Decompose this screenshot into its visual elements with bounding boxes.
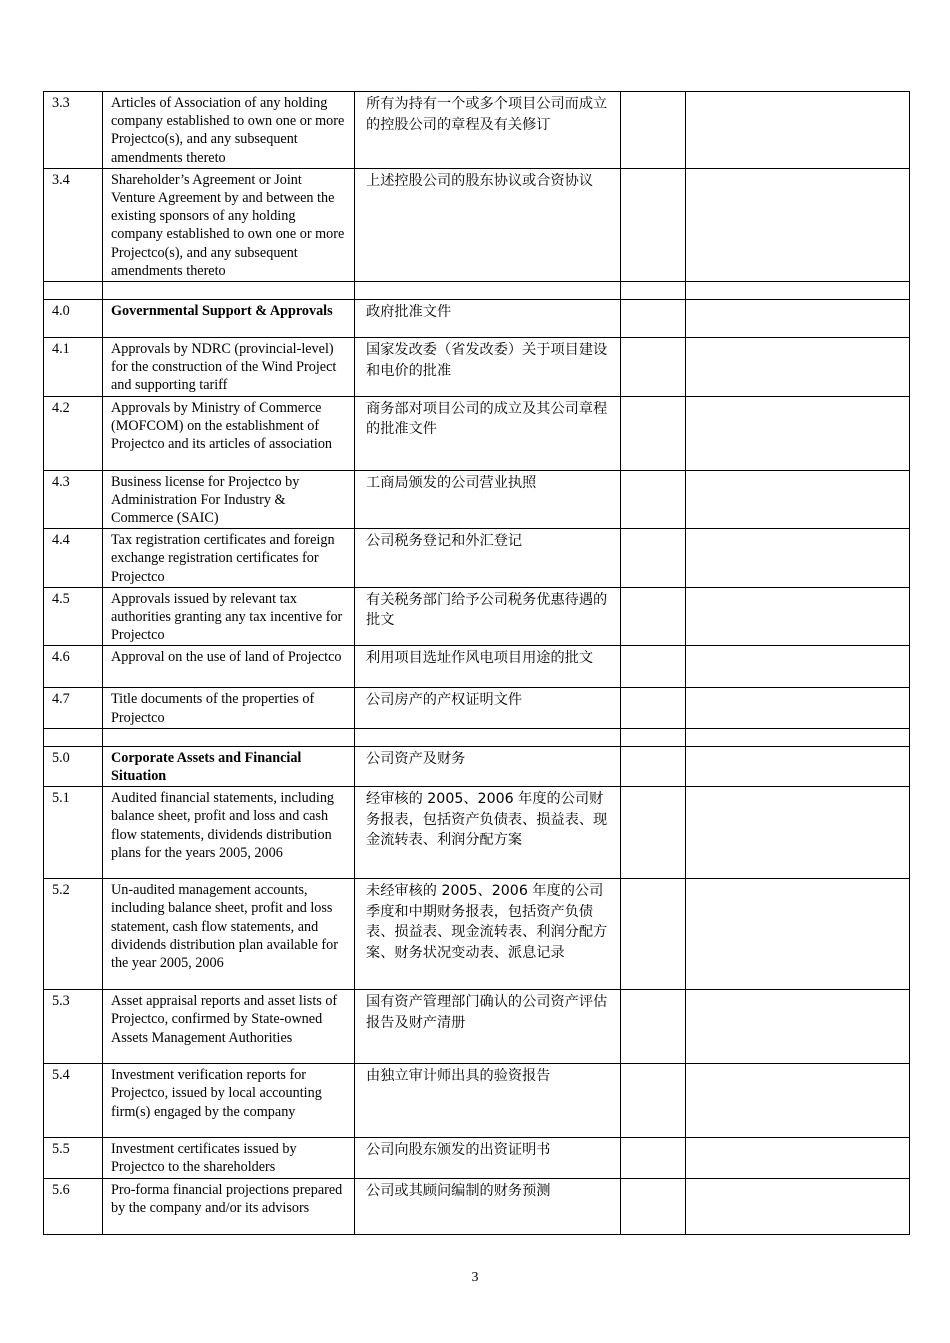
blank-cell (686, 990, 910, 1064)
blank-cell (621, 1138, 686, 1178)
blank-cell (621, 1064, 686, 1138)
blank-cell (686, 470, 910, 529)
blank-cell (621, 338, 686, 397)
item-description-zh: 公司房产的产权证明文件 (355, 688, 621, 728)
blank-cell (621, 168, 686, 281)
blank-cell (686, 1064, 910, 1138)
item-number: 4.7 (44, 688, 103, 728)
item-description-zh: 国有资产管理部门确认的公司资产评估报告及财产清册 (355, 990, 621, 1064)
item-description-en: Approvals issued by relevant tax authorities granting any tax incentive for Projectco (103, 587, 355, 646)
section-title-en: Corporate Assets and Financial Situation (103, 746, 355, 786)
blank-cell (686, 1138, 910, 1178)
blank-cell (686, 787, 910, 879)
item-description-en: Pro-forma financial projections prepared by the company and/or its advisors (103, 1178, 355, 1234)
blank-cell (621, 92, 686, 169)
blank-cell (621, 646, 686, 688)
blank-cell (621, 1178, 686, 1234)
table-row (44, 92, 910, 169)
table-row (44, 1064, 910, 1138)
table-row (44, 688, 910, 728)
item-number: 4.1 (44, 338, 103, 397)
item-number: 4.3 (44, 470, 103, 529)
table-row (44, 787, 910, 879)
item-number: 5.3 (44, 990, 103, 1064)
blank-cell (44, 282, 103, 300)
blank-cell (686, 338, 910, 397)
blank-cell (355, 282, 621, 300)
blank-cell (686, 168, 910, 281)
item-description-en: Approval on the use of land of Projectco (103, 646, 355, 688)
item-number: 5.4 (44, 1064, 103, 1138)
blank-cell (686, 282, 910, 300)
table-row (44, 1138, 910, 1178)
blank-cell (355, 728, 621, 746)
blank-cell (686, 587, 910, 646)
item-description-en: Audited financial statements, including balance sheet, profit and loss and cash flow statements, dividends distribution plans for the years 2005, 2006 (103, 787, 355, 879)
section-header-row (44, 746, 910, 786)
blank-cell (621, 282, 686, 300)
item-description-en: Articles of Association of any holding company established to own one or more Projectco(s), and any subsequent amendments thereto (103, 92, 355, 169)
document-checklist-table (43, 91, 910, 1235)
section-number: 4.0 (44, 300, 103, 338)
item-number: 5.1 (44, 787, 103, 879)
item-number: 5.5 (44, 1138, 103, 1178)
item-number: 5.2 (44, 879, 103, 990)
blank-cell (103, 728, 355, 746)
item-description-en: Tax registration certificates and foreign exchange registration certificates for Projectco (103, 529, 355, 588)
page-number: 3 (471, 1270, 479, 1285)
table-row (44, 879, 910, 990)
item-number: 5.6 (44, 1178, 103, 1234)
blank-cell (686, 728, 910, 746)
spacer-row (44, 728, 910, 746)
item-description-en: Asset appraisal reports and asset lists of Projectco, confirmed by State-owned Assets Management Authorities (103, 990, 355, 1064)
item-number: 4.5 (44, 587, 103, 646)
blank-cell (686, 879, 910, 990)
table-row (44, 470, 910, 529)
blank-cell (621, 787, 686, 879)
item-number: 4.4 (44, 529, 103, 588)
section-header-row (44, 300, 910, 338)
table-row (44, 338, 910, 397)
blank-cell (686, 396, 910, 470)
table-row (44, 990, 910, 1064)
blank-cell (621, 470, 686, 529)
section-title-en: Governmental Support & Approvals (103, 300, 355, 338)
table-row (44, 168, 910, 281)
item-description-zh: 工商局颁发的公司营业执照 (355, 470, 621, 529)
blank-cell (621, 879, 686, 990)
blank-cell (621, 728, 686, 746)
item-description-en: Approvals by Ministry of Commerce (MOFCOM) on the establishment of Projectco and its articles of association (103, 396, 355, 470)
blank-cell (686, 688, 910, 728)
table-row (44, 1178, 910, 1234)
blank-cell (44, 728, 103, 746)
item-number: 4.2 (44, 396, 103, 470)
blank-cell (621, 990, 686, 1064)
item-description-zh: 商务部对项目公司的成立及其公司章程的批准文件 (355, 396, 621, 470)
item-description-en: Investment certificates issued by Projectco to the shareholders (103, 1138, 355, 1178)
blank-cell (686, 529, 910, 588)
section-number: 5.0 (44, 746, 103, 786)
item-description-zh: 未经审核的 2005、2006 年度的公司季度和中期财务报表，包括资产负债表、损益表、现金流转表、利润分配方案、财务状况变动表、派息记录 (355, 879, 621, 990)
blank-cell (621, 529, 686, 588)
blank-cell (621, 746, 686, 786)
item-description-zh: 公司向股东颁发的出资证明书 (355, 1138, 621, 1178)
table-row (44, 646, 910, 688)
section-title-zh: 公司资产及财务 (355, 746, 621, 786)
blank-cell (686, 92, 910, 169)
blank-cell (686, 300, 910, 338)
spacer-row (44, 282, 910, 300)
item-description-zh: 公司或其顾问编制的财务预测 (355, 1178, 621, 1234)
item-description-en: Approvals by NDRC (provincial-level) for the construction of the Wind Project and supporting tariff (103, 338, 355, 397)
blank-cell (621, 587, 686, 646)
blank-cell (621, 300, 686, 338)
item-description-zh: 经审核的 2005、2006 年度的公司财务报表，包括资产负债表、损益表、现金流转表、利润分配方案 (355, 787, 621, 879)
item-description-en: Un-audited management accounts, including balance sheet, profit and loss statement, cash flow statements, and dividends distribution plan available for the year 2005, 2006 (103, 879, 355, 990)
table-row (44, 529, 910, 588)
blank-cell (621, 396, 686, 470)
item-description-zh: 有关税务部门给予公司税务优惠待遇的批文 (355, 587, 621, 646)
blank-cell (103, 282, 355, 300)
blank-cell (686, 1178, 910, 1234)
item-number: 4.6 (44, 646, 103, 688)
item-description-zh: 国家发改委（省发改委）关于项目建设和电价的批准 (355, 338, 621, 397)
item-description-en: Title documents of the properties of Projectco (103, 688, 355, 728)
item-description-zh: 上述控股公司的股东协议或合资协议 (355, 168, 621, 281)
table-row (44, 587, 910, 646)
item-description-zh: 公司税务登记和外汇登记 (355, 529, 621, 588)
item-description-en: Business license for Projectco by Administration For Industry & Commerce (SAIC) (103, 470, 355, 529)
item-description-en: Investment verification reports for Projectco, issued by local accounting firm(s) engaged by the company (103, 1064, 355, 1138)
table-row (44, 396, 910, 470)
blank-cell (686, 646, 910, 688)
item-description-zh: 利用项目选址作风电项目用途的批文 (355, 646, 621, 688)
item-description-en: Shareholder’s Agreement or Joint Venture Agreement by and between the existing sponsors of any holding company established to own one or more Projectco(s), and any subsequent amendments thereto (103, 168, 355, 281)
item-description-zh: 由独立审计师出具的验资报告 (355, 1064, 621, 1138)
item-number: 3.4 (44, 168, 103, 281)
section-title-zh: 政府批准文件 (355, 300, 621, 338)
item-number: 3.3 (44, 92, 103, 169)
blank-cell (686, 746, 910, 786)
blank-cell (621, 688, 686, 728)
item-description-zh: 所有为持有一个或多个项目公司而成立的控股公司的章程及有关修订 (355, 92, 621, 169)
